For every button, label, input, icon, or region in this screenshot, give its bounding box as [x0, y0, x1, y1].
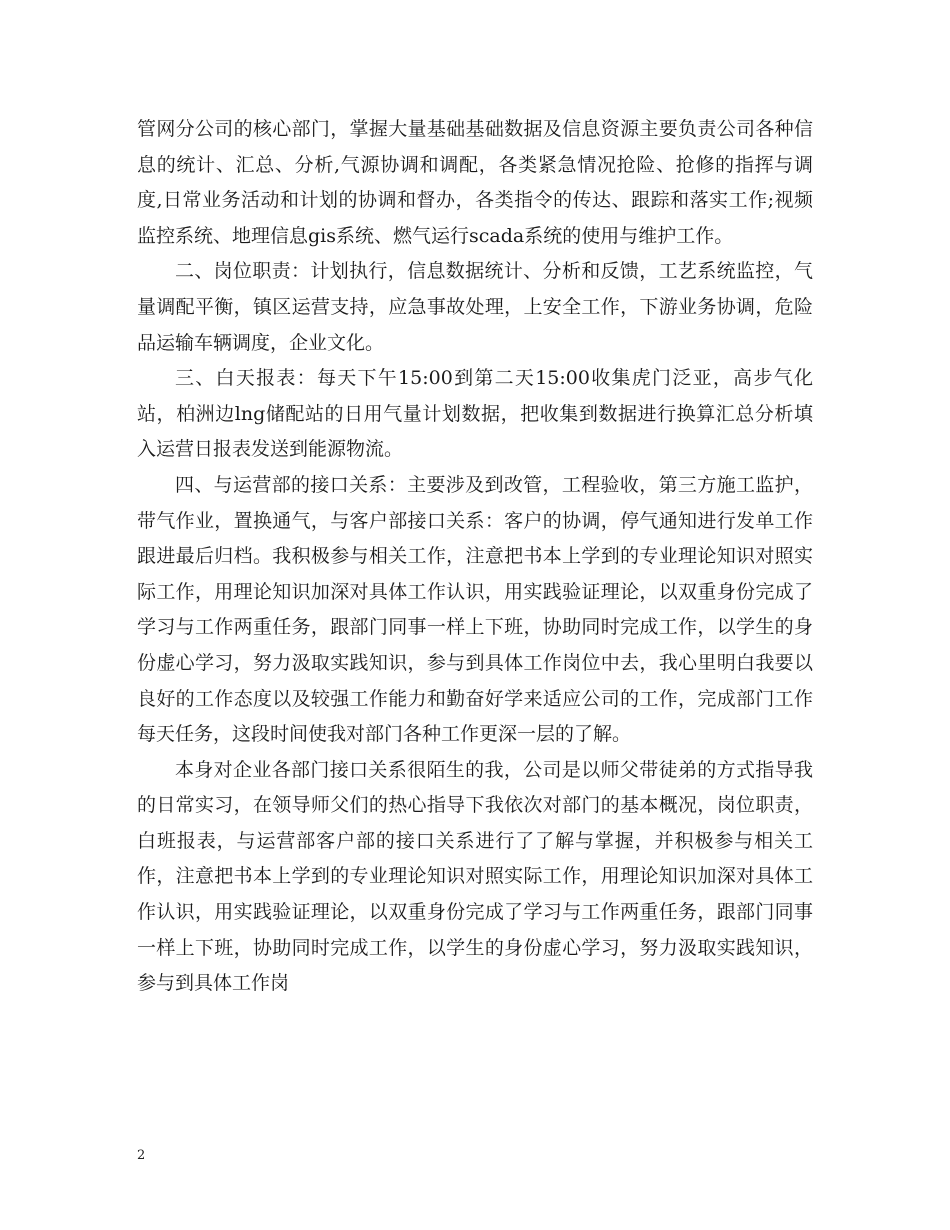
paragraph-3-daily-report: 三、白天报表：每天下午15:00到第二天15:00收集虎门泛亚，高步气化站，柏洲边lng储配站的日用气量计划数据，把收集到数据进行换算汇总分析填入运营日报表发送到能源物流。 — [137, 367, 813, 461]
document-body — [137, 112, 813, 1002]
paragraph-2-job-duties: 二、岗位职责：计划执行，信息数据统计、分析和反馈，工艺系统监控，气量调配平衡，镇区运营支持，应急事故处理，上安全工作，下游业务协调，危险品运输车辆调度，企业文化。 — [137, 260, 813, 354]
page-number: 2 — [137, 1148, 146, 1163]
paragraph-4-interface-relations: 四、与运营部的接口关系：主要涉及到改管，工程验收，第三方施工监护，带气作业，置换通气，与客户部接口关系：客户的协调，停气通知进行发单工作跟进最后归档。我积极参与相关工作，注意把书本上学到的专业理论知识对照实际工作，用理论知识加深对具体工作认识，用实践验证理论，以双重身份完成了学习与工作两重任务，跟部门同事一样上下班，协助同时完成工作，以学生的身份虚心学习，努力汲取实践知识，参与到具体工作岗位中去，我心里明白我要以良好的工作态度以及较强工作能力和勤奋好学来适应公司的工作，完成部门工作每天任务，这段时间使我对部门各种工作更深一层的了解。 — [137, 473, 813, 746]
paragraph-1: 管网分公司的核心部门，掌握大量基础基础数据及信息资源主要负责公司各种信息的统计、汇总、分析,气源协调和调配，各类紧急情况抢险、抢修的指挥与调度,日常业务活动和计划的协调和督办，各类指令的传达、跟踪和落实工作;视频监控系统、地理信息gis系统、燃气运行scada系统的使用与维护工作。 — [137, 118, 813, 247]
paragraph-5-internship-summary: 本身对企业各部门接口关系很陌生的我，公司是以师父带徒弟的方式指导我的日常实习，在领导师父们的热心指导下我依次对部门的基本概况，岗位职责，白班报表，与运营部客户部的接口关系进行了了解与掌握，并积极参与相关工作，注意把书本上学到的专业理论知识对照实际工作，用理论知识加深对具体工作认识，用实践验证理论，以双重身份完成了学习与工作两重任务，跟部门同事一样上下班，协助同时完成工作，以学生的身份虚心学习，努力汲取实践知识，参与到具体工作岗 — [137, 758, 813, 995]
